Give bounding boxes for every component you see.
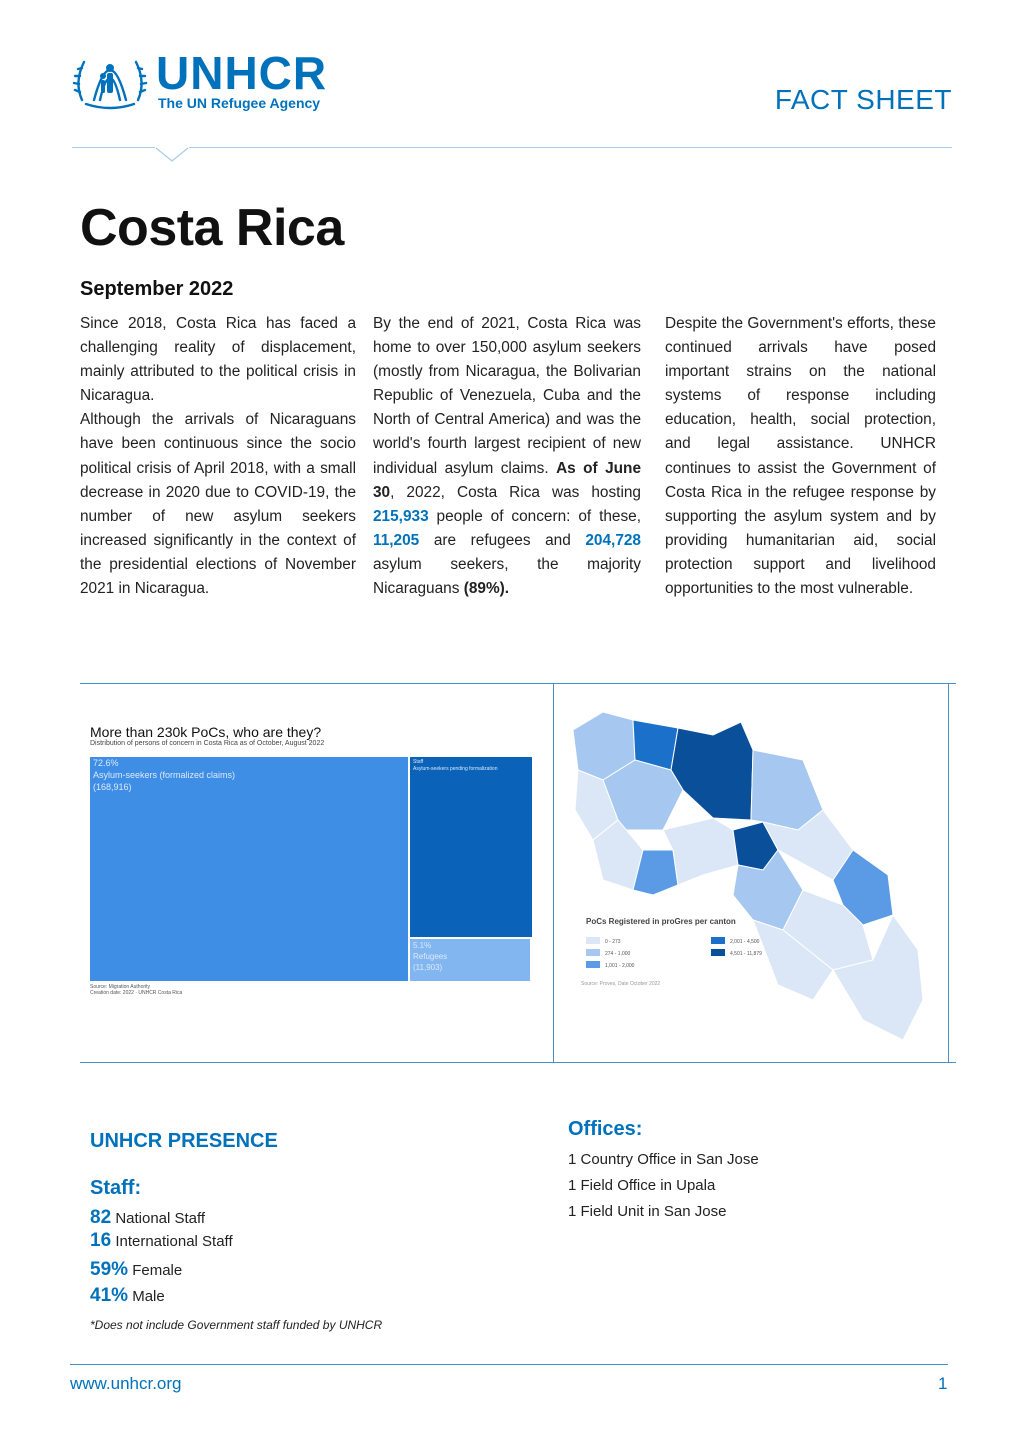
offices-title: Offices: [568, 1118, 643, 1140]
office-item: 1 Field Office in Upala [568, 1177, 716, 1194]
stat-label: National Staff [115, 1210, 206, 1227]
treemap-label-refugees-name: Refugees [413, 952, 448, 961]
intro-column-1 [80, 312, 356, 601]
stat-label: Female [132, 1262, 183, 1279]
stat-number: 16 [90, 1230, 112, 1251]
report-date: September 2022 [80, 278, 234, 300]
map-legend-swatch [586, 937, 600, 944]
staff-footnote: *Does not include Government staff funded by UNHCR [90, 1318, 383, 1332]
intro-text: By the end of 2021, Costa Rica was home to over 150,000 asylum seekers (mostly from Nicaragua, the Bolivarian Republic of Venezuela, Cuba and the North of Central America) and was the world's fourth largest recipient of new individual asylum claims. [373, 315, 641, 477]
figure-top-rule [80, 683, 956, 684]
map-legend-label: 4,501 - 11,879 [730, 951, 762, 957]
pocs-treemap [90, 757, 532, 981]
map-legend-label: 274 - 1,000 [605, 951, 631, 957]
unhcr-emblem-icon [72, 48, 148, 112]
header-divider [72, 147, 952, 148]
map-legend-title: PoCs Registered in proGres per canton [586, 917, 736, 926]
map-legend-label: 0 - 273 [605, 939, 621, 945]
treemap-label-pending-name: Asylum-seekers pending formalization [413, 766, 498, 772]
map-legend-swatch [711, 937, 725, 944]
stat-number: 82 [90, 1207, 112, 1228]
logo-tagline: The UN Refugee Agency [158, 95, 321, 111]
asylum-seekers-value: 204,728 [585, 531, 641, 549]
treemap-block-asylum [90, 757, 408, 981]
nicaraguans-share: (89%). [463, 580, 510, 598]
stat-label: International Staff [115, 1233, 233, 1250]
treemap-source-line: Creation date: 2022 · UNHCR Costa Rica [90, 990, 183, 996]
stat-number: 59% [90, 1259, 129, 1280]
page-title: Costa Rica [80, 199, 344, 257]
intro-text-bold: As of June 30 [373, 459, 642, 501]
treemap-label-refugees-pct: 5.1% [413, 941, 432, 950]
presence-title: UNHCR PRESENCE [90, 1130, 278, 1152]
stat-male [90, 1285, 165, 1307]
treemap-title: More than 230k PoCs, who are they? [90, 724, 322, 740]
intro-text: are refugees and [433, 531, 571, 549]
figure-right-rule [948, 683, 949, 1063]
treemap-label-pending-pct: Staff [413, 759, 424, 765]
logo-wordmark: UNHCR [156, 47, 328, 99]
unhcr-logo [72, 48, 342, 112]
stat-number: 41% [90, 1285, 129, 1306]
map-legend-label: 2,001 - 4,500 [730, 939, 760, 945]
stat-national-staff [90, 1207, 205, 1229]
treemap-label-refugees-count: (11,903) [413, 963, 443, 972]
total-pocs-value: 215,933 [373, 507, 429, 525]
treemap-label-asylum-name: Asylum-seekers (formalized claims) [93, 770, 236, 780]
treemap-source [90, 984, 182, 996]
map-legend-swatch [586, 949, 600, 956]
intro-paragraph: Despite the Government's efforts, these continued arrivals have posed important strains on the national systems of response including education, health, social protection, and legal assistance. UNHCR continues to assist the Government of Costa Rica in the refugee response by supporting the asylum system and by providing humanitarian aid, social protection support and livelihood opportunities to the most vulnerable. [665, 315, 936, 598]
stat-international-staff [90, 1230, 233, 1252]
doc-type-label: FACT SHEET [774, 84, 952, 115]
refugees-value: 11,205 [373, 531, 420, 549]
office-item: 1 Country Office in San Jose [568, 1151, 759, 1168]
costa-rica-canton-map [563, 700, 943, 1055]
intro-paragraph: Since 2018, Costa Rica has faced a challenging reality of displacement, mainly attributed to the political crisis in Nicaragua. [80, 315, 356, 405]
intro-column-3 [665, 312, 936, 601]
intro-text: , 2022, Costa Rica was hosting [390, 483, 641, 501]
map-region [671, 722, 753, 820]
map-source: Source: Proves, Date October 2022 [581, 981, 661, 987]
header-notch-icon [155, 147, 189, 165]
treemap-subtitle: Distribution of persons of concern in Costa Rica as of October, August 2022 [90, 740, 325, 747]
office-item: 1 Field Unit in San Jose [568, 1203, 727, 1220]
intro-text: asylum seekers, the majority Nicaraguans [373, 555, 641, 598]
map-legend-label: 1,001 - 2,000 [605, 963, 635, 969]
staff-title: Staff: [90, 1177, 142, 1199]
treemap-label-asylum-count: (168,916) [93, 782, 132, 792]
stat-label: Male [132, 1288, 165, 1305]
page-number: 1 [938, 1374, 948, 1393]
intro-text: people of concern: of these, [436, 507, 641, 525]
map-legend-swatch [586, 961, 600, 968]
map-legend-swatch [711, 949, 725, 956]
figure-divider [553, 683, 554, 1063]
intro-paragraph: Although the arrivals of Nicaraguans have been continuous since the socio political crisis of April 2018, with a small decrease in 2020 due to COVID-19, the number of new asylum seekers increased significantly in the context of the presidential elections of November 2021 in Nicaragua. [80, 411, 356, 598]
figure-bottom-rule [80, 1062, 956, 1063]
treemap-source-line: Source: Migration Authority [90, 984, 151, 990]
treemap-block-pending [410, 757, 532, 937]
treemap-label-asylum-pct: 72.6% [93, 758, 119, 768]
footer-url-link[interactable]: www.unhcr.org [70, 1374, 182, 1393]
stat-female [90, 1259, 182, 1281]
footer-rule [70, 1364, 948, 1365]
intro-column-2 [373, 312, 641, 601]
